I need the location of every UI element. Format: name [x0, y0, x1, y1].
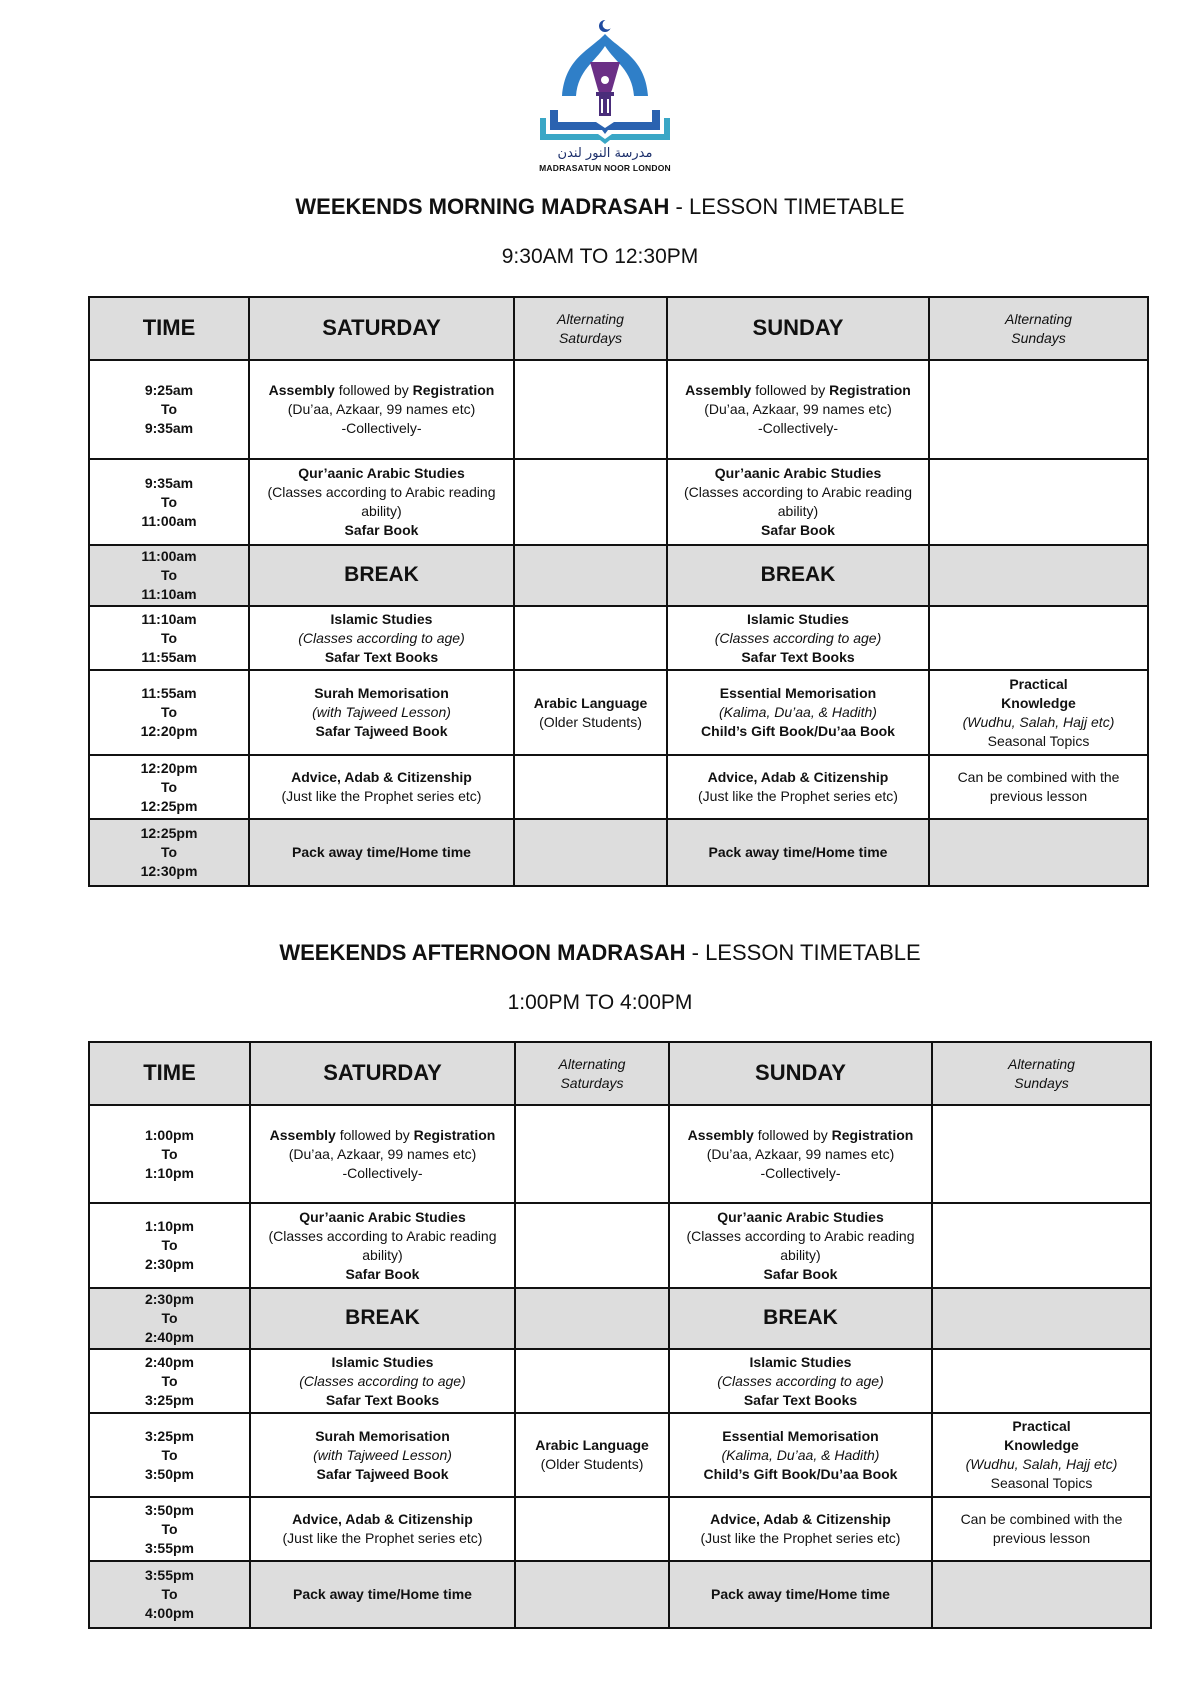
saturday-cell: Pack away time/Home time [250, 1561, 515, 1628]
saturday-cell: Qur’aanic Arabic Studies (Classes according to Arabic reading ability) Safar Book [249, 459, 514, 545]
sunday-cell: Islamic Studies (Classes according to age) Safar Text Books [667, 606, 929, 670]
saturday-cell: Islamic Studies (Classes according to age) Safar Text Books [250, 1349, 515, 1413]
alt-saturday-cell [515, 1105, 669, 1203]
header-time: TIME [89, 297, 249, 360]
saturday-cell: Islamic Studies (Classes according to age) Safar Text Books [249, 606, 514, 670]
time-cell: 11:00am To 11:10am [89, 545, 249, 606]
mosque-book-icon [530, 18, 680, 146]
alt-saturday-cell [515, 1497, 669, 1561]
alt-sunday-cell [929, 459, 1148, 545]
afternoon-title [0, 940, 1200, 966]
sunday-break-cell: BREAK [669, 1288, 932, 1349]
afternoon-timetable [88, 1041, 1152, 1629]
table-row [89, 606, 1148, 670]
header-saturday: SATURDAY [250, 1042, 515, 1105]
saturday-cell: Advice, Adab & Citizenship (Just like the Prophet series etc) [249, 755, 514, 819]
sunday-cell: Advice, Adab & Citizenship (Just like the Prophet series etc) [667, 755, 929, 819]
table-row [89, 360, 1148, 459]
morning-title [0, 194, 1200, 220]
time-cell: 1:10pm To 2:30pm [89, 1203, 250, 1288]
saturday-cell: Qur’aanic Arabic Studies (Classes according to Arabic reading ability) Safar Book [250, 1203, 515, 1288]
sunday-break-cell: BREAK [667, 545, 929, 606]
alt-sunday-cell [932, 1349, 1151, 1413]
table-row [89, 1497, 1151, 1561]
sunday-cell: Assembly followed by Registration (Du’aa, Azkaar, 99 names etc) -Collectively- [667, 360, 929, 459]
table-row [89, 755, 1148, 819]
saturday-cell: Pack away time/Home time [249, 819, 514, 886]
header-alternating-saturdays: Alternating Saturdays [514, 297, 667, 360]
header-alternating-saturdays: Alternating Saturdays [515, 1042, 669, 1105]
header-alternating-sundays: Alternating Sundays [932, 1042, 1151, 1105]
morning-title-rest: - LESSON TIMETABLE [669, 194, 905, 219]
table-row [89, 1349, 1151, 1413]
time-cell: 9:35am To 11:00am [89, 459, 249, 545]
alt-sunday-cell: Practical Knowledge (Wudhu, Salah, Hajj etc) Seasonal Topics [932, 1413, 1151, 1497]
saturday-cell: Surah Memorisation (with Tajweed Lesson) Safar Tajweed Book [250, 1413, 515, 1497]
header-alternating-sundays: Alternating Sundays [929, 297, 1148, 360]
time-cell: 11:55am To 12:20pm [89, 670, 249, 755]
alt-sunday-cell: Can be combined with the previous lesson [932, 1497, 1151, 1561]
alt-saturday-cell [514, 755, 667, 819]
table-row [89, 670, 1148, 755]
time-cell: 3:25pm To 3:50pm [89, 1413, 250, 1497]
alt-saturday-cell [514, 545, 667, 606]
sunday-cell: Islamic Studies (Classes according to age) Safar Text Books [669, 1349, 932, 1413]
saturday-cell: Assembly followed by Registration (Du’aa, Azkaar, 99 names etc) -Collectively- [250, 1105, 515, 1203]
header-time: TIME [89, 1042, 250, 1105]
alt-sunday-cell [929, 360, 1148, 459]
logo-english-text: MADRASATUN NOOR LONDON [539, 163, 671, 173]
sunday-cell: Advice, Adab & Citizenship (Just like the Prophet series etc) [669, 1497, 932, 1561]
alt-saturday-cell [515, 1203, 669, 1288]
table-row [89, 1413, 1151, 1497]
table-header-row [89, 297, 1148, 360]
table-row [89, 1203, 1151, 1288]
time-cell: 2:30pm To 2:40pm [89, 1288, 250, 1349]
sunday-cell: Assembly followed by Registration (Du’aa, Azkaar, 99 names etc) -Collectively- [669, 1105, 932, 1203]
time-cell: 9:25am To 9:35am [89, 360, 249, 459]
time-cell: 3:50pm To 3:55pm [89, 1497, 250, 1561]
morning-hours: 9:30AM TO 12:30PM [501, 245, 699, 268]
logo-arabic-text: مدرسة النور لندن [557, 146, 653, 161]
sunday-cell: Qur’aanic Arabic Studies (Classes according to Arabic reading ability) Safar Book [667, 459, 929, 545]
time-cell: 3:55pm To 4:00pm [89, 1561, 250, 1628]
alt-saturday-cell: Arabic Language (Older Students) [515, 1413, 669, 1497]
header-sunday: SUNDAY [667, 297, 929, 360]
time-cell: 12:20pm To 12:25pm [89, 755, 249, 819]
table-row [89, 1105, 1151, 1203]
morning-title-bold: WEEKENDS MORNING MADRASAH [295, 194, 670, 219]
alt-saturday-cell [515, 1349, 669, 1413]
alt-sunday-cell: Can be combined with the previous lesson [929, 755, 1148, 819]
alt-saturday-cell [515, 1561, 669, 1628]
table-row [89, 1561, 1151, 1628]
afternoon-title-bold: WEEKENDS AFTERNOON MADRASAH [279, 940, 686, 965]
saturday-break-cell: BREAK [249, 545, 514, 606]
time-cell: 2:40pm To 3:25pm [89, 1349, 250, 1413]
alt-saturday-cell [515, 1288, 669, 1349]
sunday-cell: Essential Memorisation (Kalima, Du’aa, & Hadith) Child’s Gift Book/Du’aa Book [669, 1413, 932, 1497]
table-row [89, 819, 1148, 886]
table-row-break [89, 1288, 1151, 1349]
afternoon-hours: 1:00PM TO 4:00PM [507, 991, 693, 1014]
madrasah-logo [530, 18, 680, 178]
time-cell: 12:25pm To 12:30pm [89, 819, 249, 886]
alt-sunday-cell [929, 819, 1148, 886]
table-header-row [89, 1042, 1151, 1105]
sunday-cell: Essential Memorisation (Kalima, Du’aa, & Hadith) Child’s Gift Book/Du’aa Book [667, 670, 929, 755]
alt-sunday-cell [929, 545, 1148, 606]
time-cell: 1:00pm To 1:10pm [89, 1105, 250, 1203]
saturday-cell: Surah Memorisation (with Tajweed Lesson) Safar Tajweed Book [249, 670, 514, 755]
saturday-cell: Assembly followed by Registration (Du’aa, Azkaar, 99 names etc) -Collectively- [249, 360, 514, 459]
table-row [89, 459, 1148, 545]
alt-saturday-cell [514, 459, 667, 545]
table-row-break [89, 545, 1148, 606]
time-cell: 11:10am To 11:55am [89, 606, 249, 670]
alt-sunday-cell [929, 606, 1148, 670]
saturday-break-cell: BREAK [250, 1288, 515, 1349]
header-saturday: SATURDAY [249, 297, 514, 360]
saturday-cell: Advice, Adab & Citizenship (Just like the Prophet series etc) [250, 1497, 515, 1561]
alt-saturday-cell [514, 606, 667, 670]
alt-saturday-cell: Arabic Language (Older Students) [514, 670, 667, 755]
alt-sunday-cell [932, 1561, 1151, 1628]
alt-sunday-cell: Practical Knowledge (Wudhu, Salah, Hajj etc) Seasonal Topics [929, 670, 1148, 755]
alt-sunday-cell [932, 1105, 1151, 1203]
afternoon-title-rest: - LESSON TIMETABLE [685, 940, 921, 965]
morning-timetable [88, 296, 1149, 887]
header-sunday: SUNDAY [669, 1042, 932, 1105]
alt-saturday-cell [514, 819, 667, 886]
alt-sunday-cell [932, 1203, 1151, 1288]
sunday-cell: Qur’aanic Arabic Studies (Classes according to Arabic reading ability) Safar Book [669, 1203, 932, 1288]
alt-sunday-cell [932, 1288, 1151, 1349]
alt-saturday-cell [514, 360, 667, 459]
sunday-cell: Pack away time/Home time [669, 1561, 932, 1628]
sunday-cell: Pack away time/Home time [667, 819, 929, 886]
